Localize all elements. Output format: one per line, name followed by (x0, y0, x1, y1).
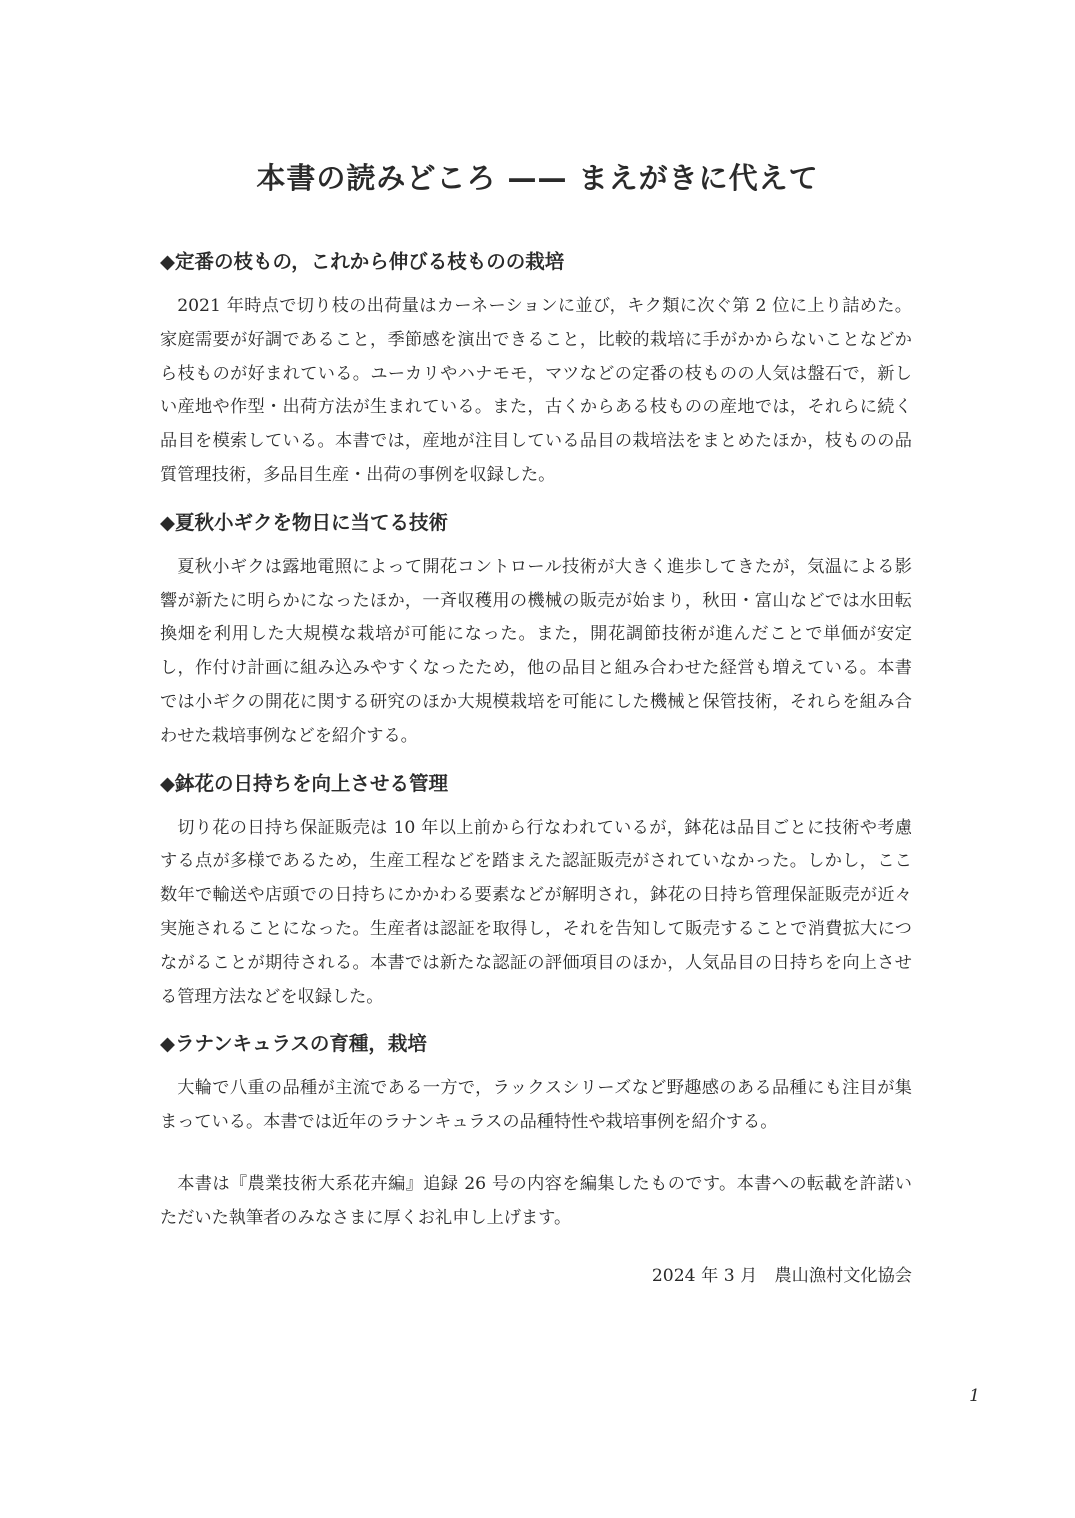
content-body (160, 244, 912, 1293)
section-paragraph: 夏秋小ギクは露地電照によって開花コントロール技術が大きく進歩してきたが，気温による影響が新たに明らかになったほか，一斉収穫用の機械の販売が始まり，秋田・富山などでは水田転換畑を利用した大規模な栽培が可能になった。また，開花調節技術が進んだことで単価が安定し，作付け計画に組み込みやすくなったため，他の品目と組み合わせた経営も増えている。本書では小ギクの開花に関する研究のほか大規模栽培を可能にした機械と保管技術，それらを組み合わせた栽培事例などを紹介する。 (160, 556, 912, 746)
section-heading: ◆ラナンキュラスの育種，栽培 (160, 1032, 427, 1056)
section-heading: ◆夏秋小ギクを物日に当てる技術 (160, 510, 448, 534)
publisher-signature: 2024 年 3 月 農山漁村文化協会 (651, 1265, 912, 1286)
page-title: 本書の読みどころ —— まえがきに代えて (256, 161, 819, 195)
section-hachibana (160, 766, 912, 1015)
section-paragraph: 2021 年時点で切り枝の出荷量はカーネーションに並び，キク類に次ぐ第 2 位に上り詰めた。家庭需要が好調であること，季節感を演出できること，比較的栽培に手がかからないことなどから枝ものが好まれている。ユーカリやハナモモ，マツなどの定番の枝ものの人気は盤石で，新しい産地や作型・出荷方法が生まれている。また，古くからある枝ものの産地では，それらに続く品目を模索している。本書では，産地が注目している品目の栽培法をまとめたほか，枝ものの品質管理技術，多品目生産・出荷の事例を収録した。 (160, 296, 912, 485)
section-ranunculus (160, 1026, 912, 1140)
section-heading: ◆定番の枝もの，これから伸びる枝ものの栽培 (160, 250, 565, 273)
editorial-note: 本書は『農業技術大系花卉編』追録 26 号の内容を編集したものです。本書への転載を許諾いただいた執筆者のみなさまに厚くお礼申し上げます。 (160, 1173, 912, 1228)
section-paragraph: 切り花の日持ち保証販売は 10 年以上前から行なわれているが，鉢花は品目ごとに技術や考慮する点が多様であるため，生産工程などを踏まえた認証販売がされていなかった。しかし，ここ数年で輸送や店頭での日持ちにかかわる要素などが解明され，鉢花の日持ち管理保証販売が近々実施されることになった。生産者は認証を取得し，それを告知して販売することで消費拡大につながることが期待される。本書では新たな認証の評価項目のほか，人気品目の日持ちを向上させる管理方法などを収録した。 (160, 817, 912, 1007)
section-paragraph: 大輪で八重の品種が主流である一方で，ラックスシリーズなど野趣感のある品種にも注目が集まっている。本書では近年のラナンキュラスの品種特性や栽培事例を紹介する。 (160, 1078, 912, 1133)
section-shogiku (160, 505, 912, 754)
section-heading: ◆鉢花の日持ちを向上させる管理 (160, 771, 448, 795)
page-number: 1 (969, 1386, 980, 1406)
section-edamono (160, 244, 912, 493)
